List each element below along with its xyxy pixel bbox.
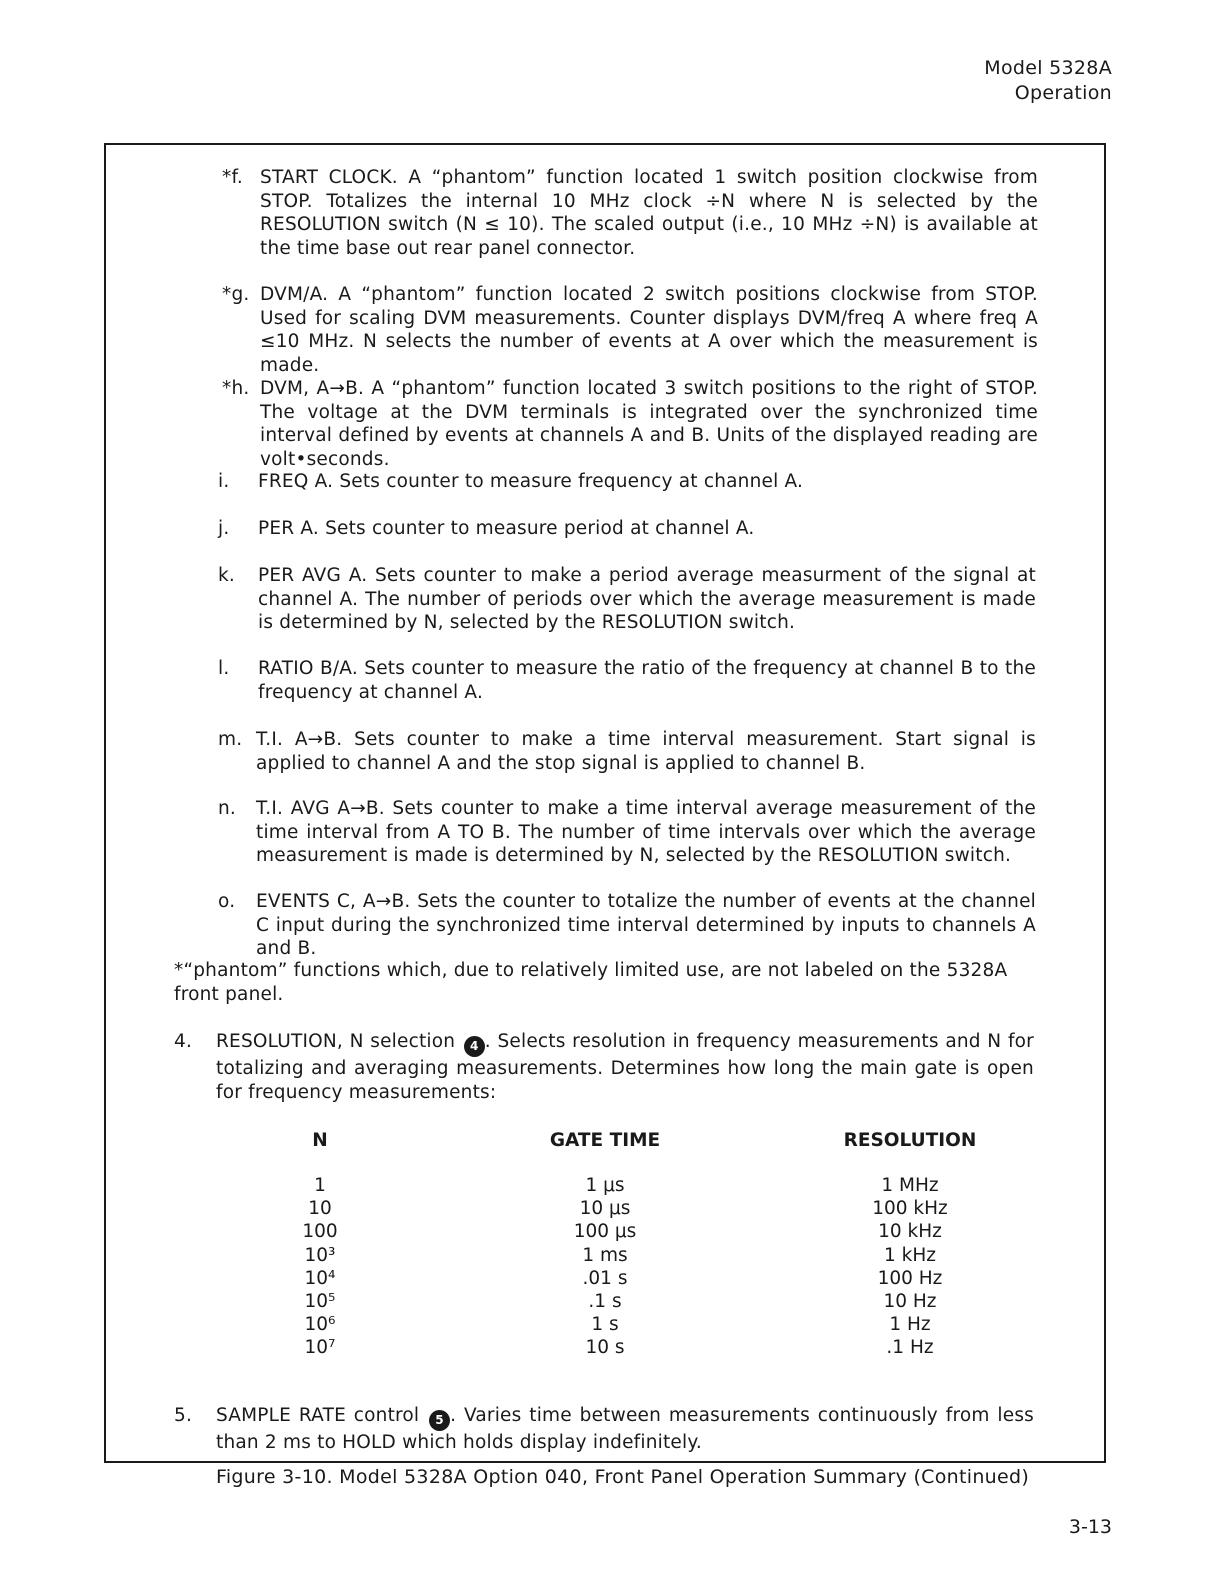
- item-mark: m.: [218, 729, 243, 750]
- table-row: [240, 1174, 1010, 1197]
- table-row: [240, 1220, 1010, 1243]
- cell-gate-time: 10 s: [585, 1337, 625, 1359]
- cell-gate-time: .1 s: [588, 1291, 622, 1313]
- cell-gate-time: 100 μs: [573, 1221, 637, 1243]
- callout-5-icon: 5: [429, 1410, 450, 1431]
- item-text: FREQ A. Sets counter to measure frequency at channel A.: [258, 471, 804, 492]
- cell-resolution: .1 Hz: [886, 1337, 934, 1359]
- page-header: [984, 56, 1112, 106]
- table-row: [240, 1336, 1010, 1359]
- table-header-row: [240, 1130, 1010, 1160]
- cell-gate-time: 1 s: [591, 1314, 619, 1336]
- item-mark: *f.: [222, 167, 243, 188]
- phantom-note: *“phantom” functions which, due to relatively limited use, are not labeled on the 5328A front panel.: [174, 960, 1008, 1005]
- resolution-table: [240, 1130, 1010, 1360]
- item-text: T.I. A→B. Sets counter to make a time interval measurement. Start signal is applied to channel A and the stop signal is applied to channel B.: [256, 729, 1036, 774]
- cell-n: 10⁷: [304, 1337, 336, 1359]
- item-number: 5.: [174, 1405, 193, 1426]
- item-lead: SAMPLE RATE control: [216, 1405, 420, 1426]
- cell-resolution: 1 MHz: [881, 1175, 939, 1197]
- col-header-resolution: RESOLUTION: [843, 1130, 977, 1151]
- item-text: PER AVG A. Sets counter to make a period average measurment of the signal at channel A. The number of periods over which the average measurement is made is determined by N, selected by the RESOLUTION switch.: [258, 565, 1036, 633]
- item-text: PER A. Sets counter to measure period at channel A.: [258, 518, 755, 539]
- item-mark: i.: [218, 471, 230, 492]
- cell-n: 100: [302, 1221, 338, 1243]
- item-mark: k.: [218, 565, 235, 586]
- header-model: Model 5328A: [984, 57, 1112, 79]
- table-row: [240, 1267, 1010, 1290]
- item-mark: j.: [218, 518, 230, 539]
- cell-resolution: 100 Hz: [877, 1267, 943, 1289]
- cell-resolution: 10 Hz: [883, 1291, 937, 1313]
- item-body: . Selects resolution in frequency measurements and N for totalizing and averaging measurements. Determines how long the main gate is open for frequency measurements:: [216, 1031, 1034, 1103]
- callout-4-icon: 4: [464, 1036, 485, 1057]
- item-mark: n.: [218, 798, 237, 819]
- cell-gate-time: 1 ms: [582, 1244, 628, 1266]
- cell-gate-time: 1 μs: [585, 1175, 625, 1197]
- table-row: [240, 1290, 1010, 1313]
- item-body: . Varies time between measurements continuously from less than 2 ms to HOLD which holds display indefinitely.: [216, 1405, 1034, 1453]
- item-text: START CLOCK. A “phantom” function located 1 switch position clockwise from STOP. Totalizes the internal 10 MHz clock ÷N where N is selected by the RESOLUTION switch (N ≤ 10). The scaled output (i.e., 10 MHz ÷N) is available at the time base out rear panel connector.: [260, 167, 1038, 259]
- item-mark: o.: [218, 891, 236, 912]
- cell-gate-time: .01 s: [582, 1267, 628, 1289]
- item-mark: l.: [218, 658, 230, 679]
- item-text: DVM, A→B. A “phantom” function located 3 switch positions to the right of STOP. The voltage at the DVM terminals is integrated over the synchronized time interval defined by events at channels A and B. Units of the displayed reading are volt•seconds.: [260, 378, 1038, 470]
- item-number: 4.: [174, 1031, 193, 1052]
- header-section: Operation: [1014, 82, 1112, 104]
- cell-n: 10⁴: [304, 1267, 336, 1289]
- col-header-gate-time: GATE TIME: [549, 1130, 661, 1151]
- item-text: EVENTS C, A→B. Sets the counter to totalize the number of events at the channel C input during the synchronized time interval determined by inputs to channels A and B.: [256, 891, 1036, 959]
- cell-resolution: 100 kHz: [872, 1198, 948, 1220]
- table-row: [240, 1197, 1010, 1220]
- table-row: [240, 1313, 1010, 1336]
- item-mark: *g.: [222, 284, 250, 305]
- cell-gate-time: 10 μs: [579, 1198, 631, 1220]
- page-number: 3-13: [1068, 1516, 1112, 1538]
- cell-resolution: 10 kHz: [878, 1221, 942, 1243]
- cell-n: 10: [308, 1198, 332, 1220]
- item-mark: *h.: [222, 378, 250, 399]
- item-text: [216, 1404, 1034, 1455]
- col-header-n: N: [312, 1130, 328, 1151]
- item-text: DVM/A. A “phantom” function located 2 switch positions clockwise from STOP. Used for scaling DVM measurements. Counter displays DVM/freq A where freq A ≤10 MHz. N selects the number of events at A over which the measurement is made.: [260, 284, 1038, 376]
- item-text: T.I. AVG A→B. Sets counter to make a time interval average measurement of the time interval from A TO B. The number of time intervals over which the average measurement is made is determined by N, selected by the RESOLUTION switch.: [256, 798, 1036, 866]
- item-text: RATIO B/A. Sets counter to measure the ratio of the frequency at channel B to the frequency at channel A.: [258, 658, 1036, 703]
- table-row: [240, 1244, 1010, 1267]
- figure-caption: Figure 3-10. Model 5328A Option 040, Front Panel Operation Summary (Continued): [216, 1466, 1030, 1488]
- cell-n: 10⁵: [304, 1291, 336, 1313]
- cell-n: 1: [314, 1175, 326, 1197]
- item-lead: RESOLUTION, N selection: [216, 1031, 456, 1052]
- cell-resolution: 1 kHz: [884, 1244, 936, 1266]
- cell-n: 10³: [304, 1244, 336, 1266]
- item-text: [216, 1030, 1034, 1104]
- cell-n: 10⁶: [304, 1314, 336, 1336]
- cell-resolution: 1 Hz: [889, 1314, 931, 1336]
